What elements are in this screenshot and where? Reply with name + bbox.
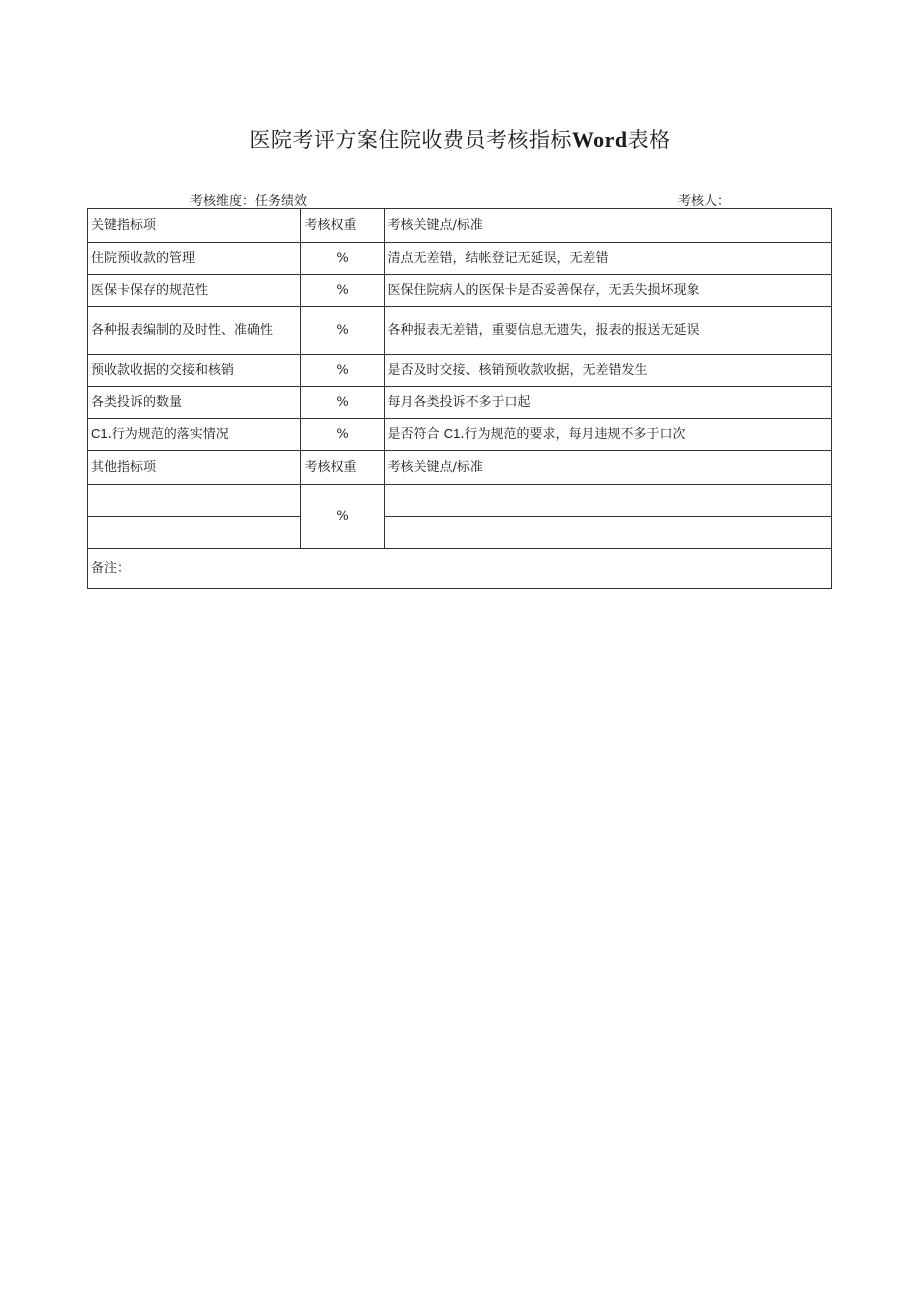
other-row-standard bbox=[384, 517, 831, 549]
table-row bbox=[88, 419, 832, 451]
row-standard bbox=[384, 419, 831, 451]
row-indicator: 各种报表编制的及时性、准确性 bbox=[88, 307, 301, 355]
row-indicator: 预收款收据的交接和核销 bbox=[88, 355, 301, 387]
indicator-code: C1 bbox=[91, 426, 108, 441]
remarks-row bbox=[88, 549, 832, 589]
row-weight: % bbox=[301, 419, 384, 451]
other-header-weight: 考核权重 bbox=[301, 451, 384, 485]
other-row-indicator bbox=[88, 485, 301, 517]
kpi-table bbox=[87, 208, 832, 589]
row-indicator: 各类投诉的数量 bbox=[88, 387, 301, 419]
row-indicator: 医保卡保存的规范性 bbox=[88, 275, 301, 307]
row-weight: % bbox=[301, 355, 384, 387]
document-title bbox=[0, 124, 920, 154]
standard-code: C1 bbox=[443, 426, 461, 441]
header-weight: 考核权重 bbox=[301, 209, 384, 243]
title-english: Word bbox=[571, 127, 628, 152]
other-header-row bbox=[88, 451, 832, 485]
table-row bbox=[88, 517, 832, 549]
standard-prefix: 是否符合 bbox=[387, 427, 444, 442]
table-row bbox=[88, 355, 832, 387]
row-standard: 清点无差错，结帐登记无延误，无差错 bbox=[384, 243, 831, 275]
other-header-standard: 考核关键点/标准 bbox=[384, 451, 831, 485]
title-suffix: 表格 bbox=[627, 128, 671, 152]
table-row bbox=[88, 307, 832, 355]
row-weight: % bbox=[301, 387, 384, 419]
row-standard: 是否及时交接、核销预收款收据，无差错发生 bbox=[384, 355, 831, 387]
table-row bbox=[88, 387, 832, 419]
assessor-label: 考核人： bbox=[678, 194, 731, 209]
standard-text: .行为规范的要求，每月违规不多于口次 bbox=[460, 427, 686, 442]
table-header-row bbox=[88, 209, 832, 243]
row-standard: 各种报表无差错，重要信息无遗失，报表的报送无延误 bbox=[384, 307, 831, 355]
other-row-standard bbox=[384, 485, 831, 517]
row-standard: 医保住院病人的医保卡是否妥善保存，无丢失损坏现象 bbox=[384, 275, 831, 307]
other-header-indicator: 其他指标项 bbox=[88, 451, 301, 485]
indicator-text: .行为规范的落实情况 bbox=[107, 427, 229, 442]
title-chinese: 医院考评方案住院收费员考核指标 bbox=[249, 128, 572, 152]
row-weight: % bbox=[301, 275, 384, 307]
table-row bbox=[88, 485, 832, 517]
table-row bbox=[88, 275, 832, 307]
row-standard: 每月各类投诉不多于口起 bbox=[384, 387, 831, 419]
assessment-dimension: 考核维度：任务绩效 bbox=[190, 194, 308, 209]
row-indicator bbox=[88, 419, 301, 451]
remarks-label: 备注： bbox=[88, 549, 832, 589]
table-row bbox=[88, 243, 832, 275]
header-indicator: 关键指标项 bbox=[88, 209, 301, 243]
other-row-indicator bbox=[88, 517, 301, 549]
other-row-weight: % bbox=[301, 485, 384, 549]
row-weight: % bbox=[301, 243, 384, 275]
row-indicator: 住院预收款的管理 bbox=[88, 243, 301, 275]
header-standard: 考核关键点/标准 bbox=[384, 209, 831, 243]
row-weight: % bbox=[301, 307, 384, 355]
